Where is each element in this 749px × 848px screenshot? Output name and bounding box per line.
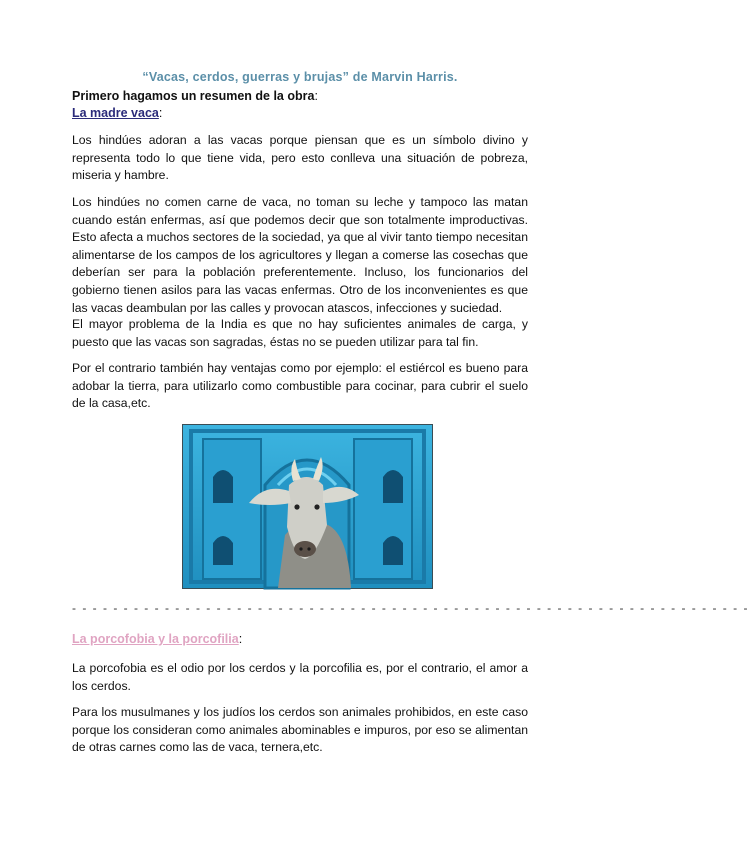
heading-colon: : bbox=[158, 106, 163, 120]
intro-colon: : bbox=[314, 89, 318, 103]
document-title: “Vacas, cerdos, guerras y brujas” de Marvin Harris. bbox=[142, 70, 458, 84]
intro-line bbox=[72, 89, 318, 103]
cow-photo bbox=[182, 424, 433, 589]
paragraph: Los hindúes no comen carne de vaca, no toman su leche y tampoco las matan cuando están enfermas, así que podemos decir que son totalmente improductivas. Esto afecta a muchos sectores de la sociedad, ya que al vivir tanto tiempo necesitan alimentarse de los campos de los agricultores y llegan a comerse las cosechas que deberían ser para la población preferentemente. Incluso, los funcionarios del gobierno tienen asilos para las vacas enfermas. Otro de los inconvenientes es que las vacas deambulan por las calles y provocan atascos, infecciones y suciedad. bbox=[72, 195, 528, 315]
intro-bold: Primero hagamos un resumen de la obra bbox=[72, 89, 315, 103]
paragraph: Los hindúes adoran a las vacas porque piensan que es un símbolo divino y representa todo lo que tiene vida, pero esto conlleva una situación de pobreza, miseria y hambre. bbox=[72, 133, 528, 183]
paragraph: El mayor problema de la India es que no hay suficientes animales de carga, y puesto que las vacas son sagradas, éstas no se pueden utilizar para tal fin. bbox=[72, 317, 528, 349]
section-divider: - - - - - - - - - - - - - - - - - - - - - - - - - - - - - - - - - - - - - - - - - - - - - - - - - - - - - - - - - - - - - - - - - - bbox=[72, 601, 749, 615]
heading-colon: : bbox=[238, 632, 243, 646]
cow-illustration bbox=[183, 425, 432, 588]
section-heading-text: La madre vaca bbox=[72, 106, 159, 120]
paragraph: Para los musulmanes y los judíos los cerdos son animales prohibidos, en este caso porque los consideran como animales abominables e impuros, por eso se alimentan de otras carnes como las de vaca, ternera,etc. bbox=[72, 705, 528, 755]
paragraph: Por el contrario también hay ventajas como por ejemplo: el estiércol es bueno para adobar la tierra, para utilizarlo como combustible para cocinar, para cubrir el suelo de la casa,etc. bbox=[72, 361, 528, 411]
section-heading-porcofobia bbox=[72, 632, 242, 646]
paragraph: La porcofobia es el odio por los cerdos y la porcofilia es, por el contrario, el amor a los cerdos. bbox=[72, 661, 528, 693]
section-heading-text: La porcofobia y la porcofilia bbox=[72, 632, 239, 646]
section-heading-madre-vaca bbox=[72, 106, 162, 120]
